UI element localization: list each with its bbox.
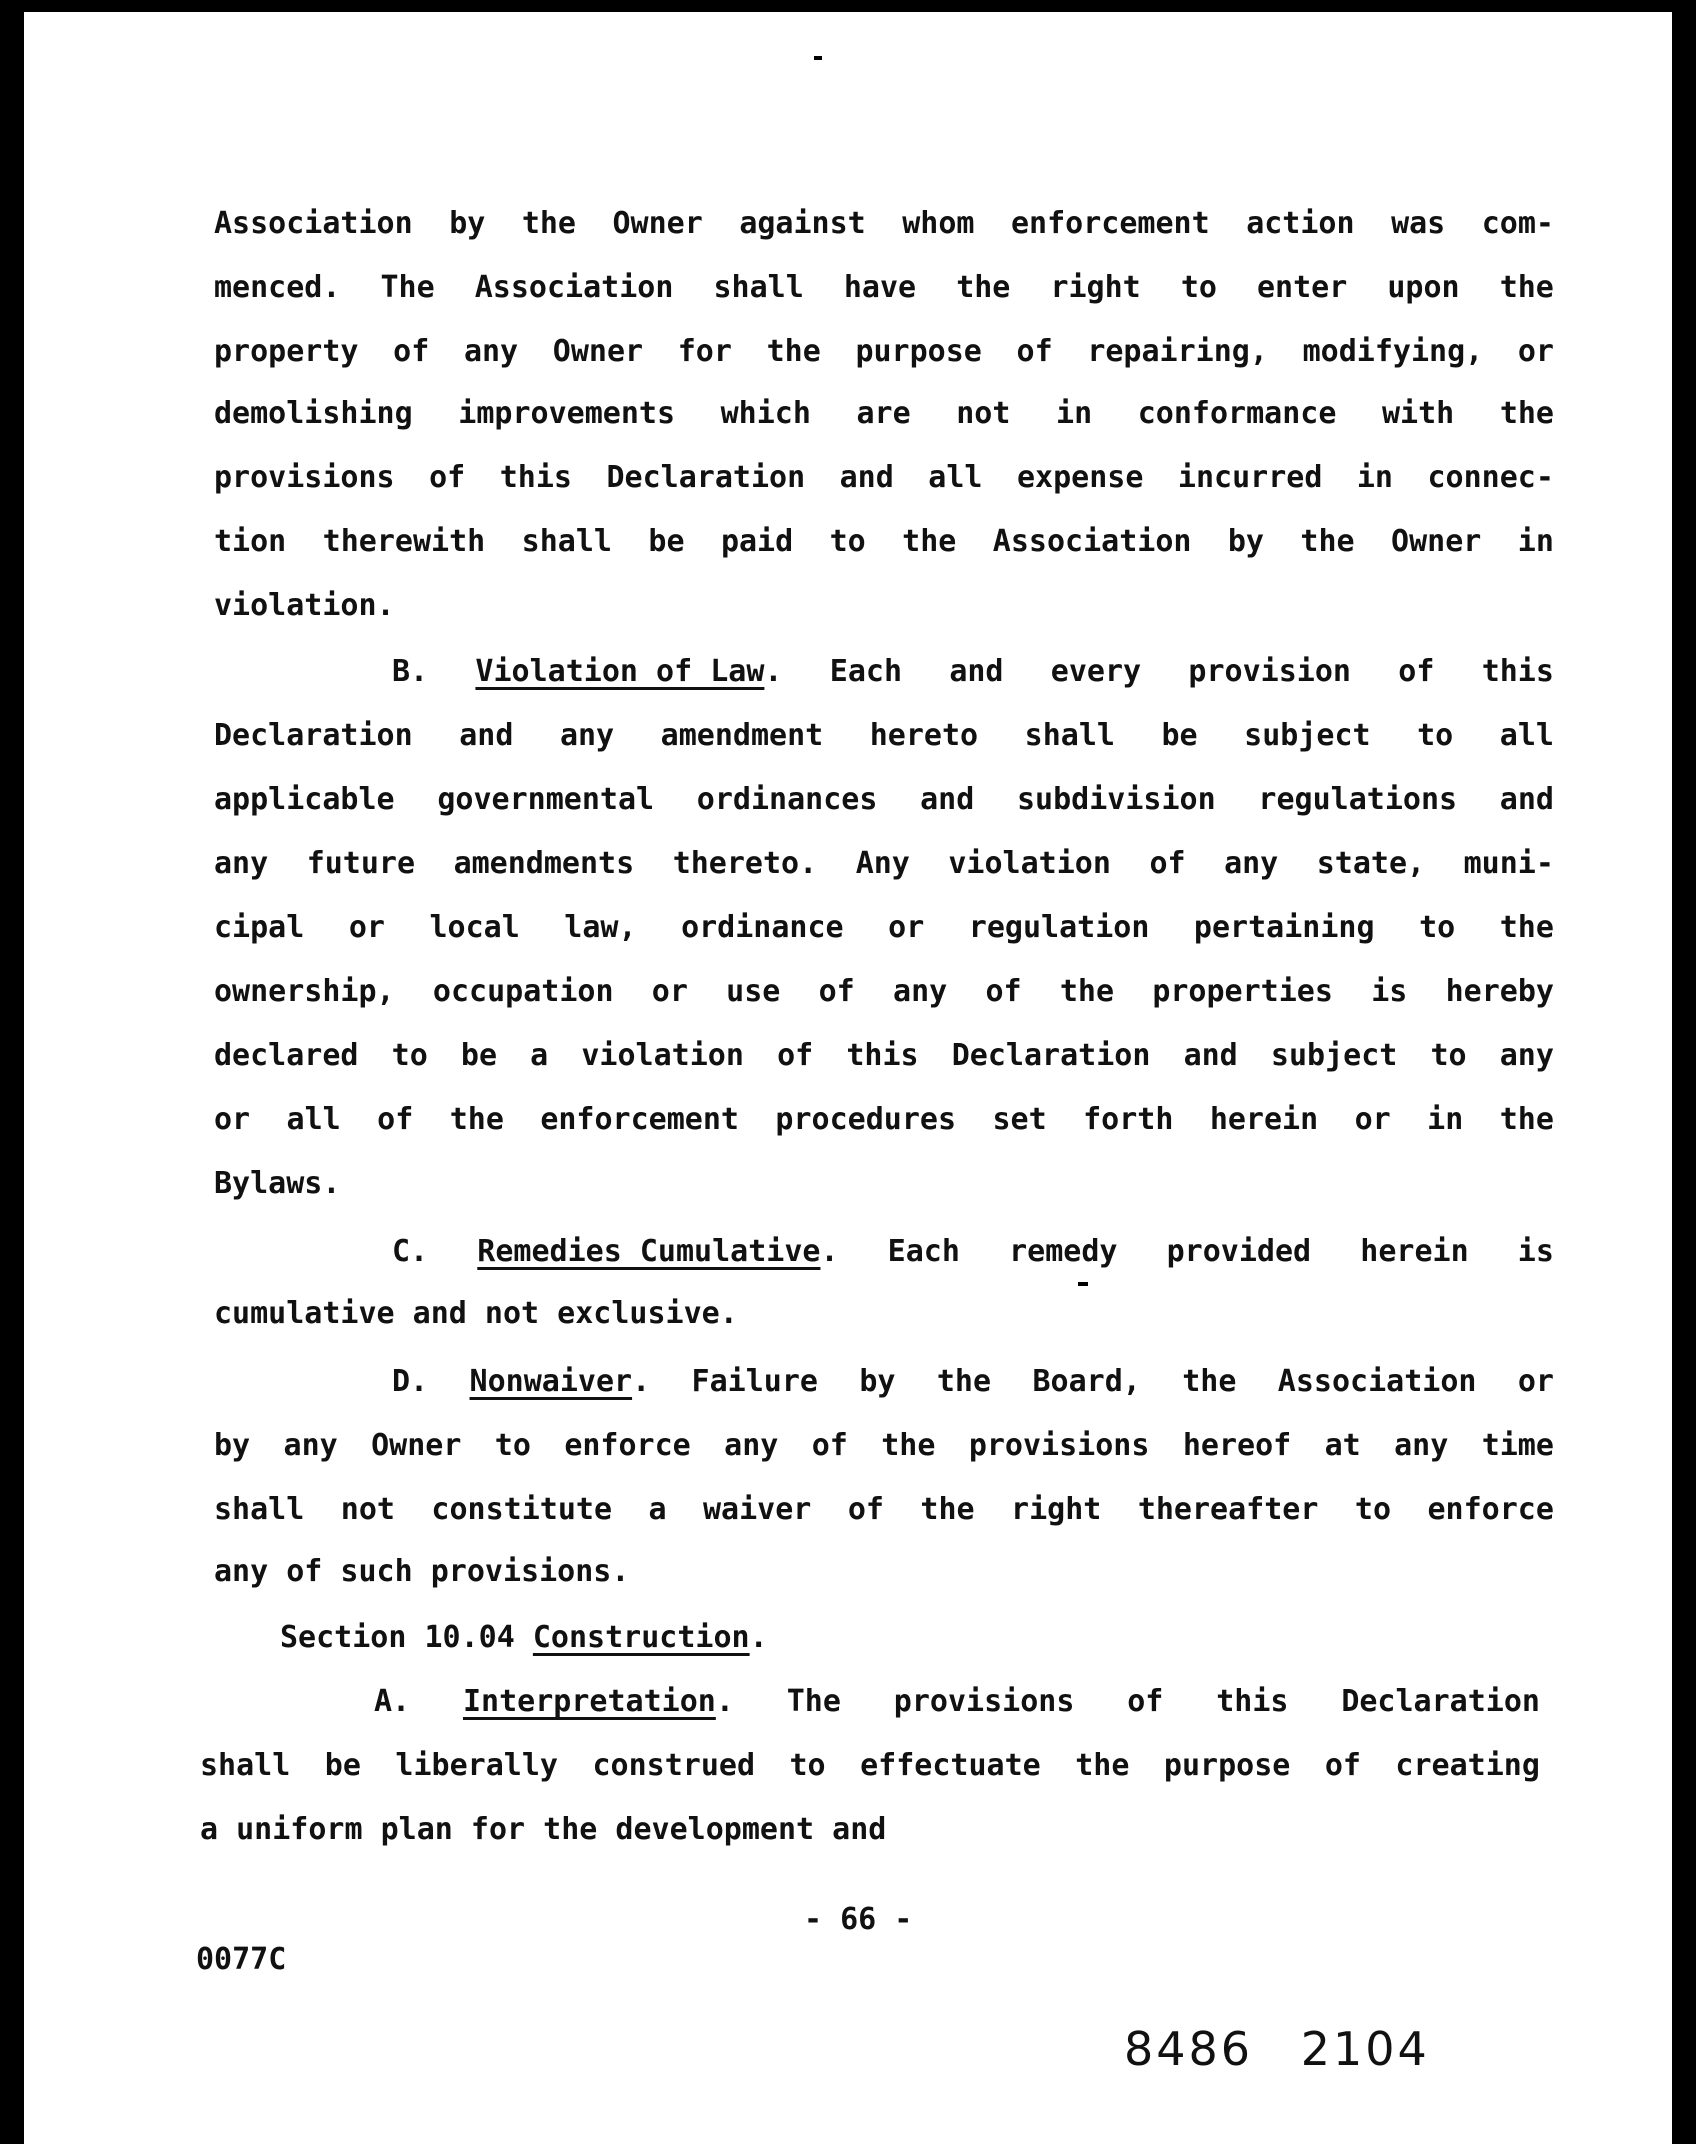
word: be [648, 524, 685, 559]
section-letter: C. [392, 1234, 429, 1269]
word: waiver [703, 1492, 812, 1527]
word: by [449, 206, 486, 241]
word: thereto. [672, 846, 818, 881]
word: all [286, 1102, 341, 1137]
word: the [1300, 524, 1355, 559]
word: property [214, 334, 359, 369]
word: shall [200, 1748, 291, 1783]
scan-speck [814, 56, 822, 60]
paragraph-line [214, 768, 1554, 832]
word: be [460, 1038, 498, 1073]
word: or [214, 1102, 251, 1137]
word: provisions [968, 1428, 1150, 1463]
word: remedy [1009, 1234, 1118, 1269]
word: any [559, 718, 615, 753]
word: a [648, 1492, 667, 1527]
section-c-heading-line [392, 1220, 1554, 1284]
section-number: Section 10.04 [280, 1620, 515, 1655]
word: provisions [214, 460, 395, 495]
document-code: 0077C [196, 1942, 287, 1977]
word: any [893, 974, 948, 1009]
word: of [985, 974, 1022, 1009]
word: any [283, 1428, 338, 1463]
word: demolishing [214, 396, 413, 431]
paragraph-line [214, 896, 1554, 960]
word: and [839, 460, 894, 495]
paragraph-line [214, 192, 1554, 256]
word: subdivision [1017, 782, 1216, 817]
word: Association [474, 270, 674, 305]
paragraph-line [214, 446, 1554, 510]
word: this [1216, 1684, 1289, 1719]
word: shall [1024, 718, 1115, 753]
word: ordinances [696, 782, 878, 817]
word: thereafter [1137, 1492, 1319, 1527]
word: of [811, 1428, 848, 1463]
word: be [1161, 718, 1198, 753]
word: not [956, 396, 1011, 431]
word: Failure [691, 1364, 818, 1399]
section-a-heading-line [374, 1670, 1540, 1734]
paragraph-line [214, 510, 1554, 574]
word: therewith [322, 524, 486, 559]
word: have [843, 270, 917, 305]
word: or [1517, 1364, 1554, 1399]
word: muni- [1463, 846, 1554, 881]
paragraph-line [214, 320, 1554, 384]
paragraph-last-line: any of such provisions. [214, 1554, 630, 1589]
word: of [429, 460, 466, 495]
word: hereto [869, 718, 979, 753]
word: or [888, 910, 925, 945]
word: enter [1257, 270, 1348, 305]
word: are [856, 396, 911, 431]
word: the [766, 334, 821, 369]
word: any [463, 334, 519, 369]
word: herein [1209, 1102, 1319, 1137]
word: enforce [1427, 1492, 1554, 1527]
word: violation [948, 846, 1111, 881]
word: the [1499, 270, 1554, 305]
word: and [920, 782, 975, 817]
word: amendment [660, 718, 824, 753]
word: Owner [1391, 524, 1482, 559]
word: this [1481, 654, 1554, 689]
word: the [902, 524, 957, 559]
word: properties [1152, 974, 1333, 1009]
word: to [494, 1428, 531, 1463]
word: the [1499, 910, 1554, 945]
section-10-04-heading: Section 10.04 Construction. [280, 1620, 768, 1655]
word: the [1499, 1102, 1554, 1137]
word: incurred [1177, 460, 1323, 495]
word: any [214, 846, 269, 881]
word: and [949, 654, 1004, 689]
word: Association [214, 206, 413, 241]
word: of [777, 1038, 814, 1073]
word: at [1324, 1428, 1361, 1463]
word: Owner [612, 206, 703, 241]
word: to [789, 1748, 826, 1783]
word: constitute [431, 1492, 613, 1527]
word: and [1183, 1038, 1238, 1073]
word: by [1227, 524, 1264, 559]
word: or [651, 974, 688, 1009]
word: in [1427, 1102, 1464, 1137]
word: of [1398, 654, 1435, 689]
word: is [1371, 974, 1408, 1009]
word: any [1499, 1038, 1554, 1073]
word: provision [1188, 654, 1351, 689]
word: the [1499, 396, 1554, 431]
word: of [847, 1492, 884, 1527]
word: the [936, 1364, 992, 1399]
word: be [324, 1748, 361, 1783]
word: repairing, [1087, 334, 1268, 369]
word: in [1356, 460, 1393, 495]
word: by [859, 1364, 896, 1399]
section-letter: D. [392, 1364, 429, 1399]
word: amendments [453, 846, 635, 881]
paragraph-line [214, 704, 1554, 768]
word: declared [214, 1038, 359, 1073]
word: of [1127, 1684, 1164, 1719]
word: time [1481, 1428, 1554, 1463]
word: tion [214, 524, 287, 559]
word: upon [1387, 270, 1460, 305]
word: Declaration [214, 718, 413, 753]
word: violation [581, 1038, 744, 1073]
word: any [724, 1428, 779, 1463]
word: to [1430, 1038, 1467, 1073]
paragraph-last-line: Bylaws. [214, 1166, 341, 1201]
word: paid [720, 524, 794, 559]
paragraph-last-line: violation. [214, 588, 395, 623]
word: Association [992, 524, 1192, 559]
word: or [1354, 1102, 1391, 1137]
word: com- [1481, 206, 1554, 241]
word: the [1075, 1748, 1130, 1783]
word: of [393, 334, 430, 369]
word: occupation [432, 974, 614, 1009]
word: against [739, 206, 866, 241]
word: improvements [458, 396, 676, 431]
word: menced. [214, 270, 341, 305]
word: the [521, 206, 576, 241]
word: hereof [1182, 1428, 1292, 1463]
paragraph-line [214, 256, 1554, 320]
word: provisions [893, 1684, 1075, 1719]
section-heading: Violation of Law. [475, 654, 783, 689]
paragraph-line [214, 1478, 1554, 1542]
paragraph-line [214, 382, 1554, 446]
word: The [380, 270, 435, 305]
word: shall [521, 524, 612, 559]
word: any [1394, 1428, 1449, 1463]
word: with [1381, 396, 1455, 431]
word: or [1517, 334, 1554, 369]
word: action [1246, 206, 1355, 241]
paragraph-line [214, 1088, 1554, 1152]
word: all [1499, 718, 1554, 753]
word: enforce [564, 1428, 691, 1463]
word: purpose [1163, 1748, 1291, 1783]
paragraph-line [214, 832, 1554, 896]
paragraph-last-line: cumulative and not exclusive. [214, 1296, 738, 1331]
paragraph-line [214, 960, 1554, 1024]
word: set [992, 1102, 1047, 1137]
word: Any [855, 846, 910, 881]
word: the [956, 270, 1011, 305]
word: subject [1244, 718, 1371, 753]
word: hereby [1445, 974, 1554, 1009]
word: regulation [968, 910, 1150, 945]
word: pertaining [1193, 910, 1375, 945]
paragraph-last-line: a uniform plan for the development and [200, 1812, 887, 1847]
word: Association [1277, 1364, 1477, 1399]
word: Declaration [1341, 1684, 1540, 1719]
word: this [499, 460, 572, 495]
word: all [928, 460, 983, 495]
word: use [726, 974, 781, 1009]
section-heading: Nonwaiver. [469, 1364, 651, 1399]
word: of [377, 1102, 414, 1137]
section-b-heading-line [392, 640, 1554, 704]
word: or [348, 910, 385, 945]
word: every [1050, 654, 1142, 689]
word: enforcement [540, 1102, 739, 1137]
word: forth [1083, 1102, 1174, 1137]
section-d-heading-line [392, 1350, 1554, 1414]
word: and [459, 718, 514, 753]
word: this [846, 1038, 919, 1073]
word: expense [1016, 460, 1144, 495]
word: Owner [552, 334, 644, 369]
word: any [1224, 846, 1279, 881]
word: ordinance [681, 910, 844, 945]
word: not [340, 1492, 395, 1527]
word: to [1180, 270, 1217, 305]
word: Each [829, 654, 903, 689]
word: subject [1270, 1038, 1398, 1073]
word: of [1016, 334, 1053, 369]
word: cipal [214, 910, 305, 945]
word: which [720, 396, 811, 431]
word: Declaration [951, 1038, 1151, 1073]
word: in [1517, 524, 1554, 559]
word: for [677, 334, 732, 369]
word: and [1499, 782, 1554, 817]
word: modifying, [1302, 334, 1484, 369]
paragraph-line [214, 1414, 1554, 1478]
word: of [818, 974, 855, 1009]
word: the [449, 1102, 504, 1137]
word: Each [887, 1234, 960, 1269]
word: purpose [855, 334, 982, 369]
word: of [1324, 1748, 1361, 1783]
word: was [1391, 206, 1446, 241]
bates-stamp: 8486 2104 [1124, 2022, 1430, 2076]
word: the [1059, 974, 1115, 1009]
word: by [214, 1428, 251, 1463]
word: construed [592, 1748, 756, 1783]
word: The [786, 1684, 841, 1719]
word: enforcement [1011, 206, 1210, 241]
word: law, [564, 910, 637, 945]
word: to [391, 1038, 428, 1073]
word: is [1517, 1234, 1554, 1269]
word: liberally [395, 1748, 558, 1783]
word: whom [902, 206, 975, 241]
word: to [1417, 718, 1454, 753]
word: the [1182, 1364, 1237, 1399]
word: future [306, 846, 416, 881]
word: local [429, 910, 520, 945]
section-heading: Remedies Cumulative. [477, 1234, 839, 1269]
word: conformance [1137, 396, 1337, 431]
word: Declaration [606, 460, 806, 495]
word: the [920, 1492, 975, 1527]
word: a [530, 1038, 549, 1073]
paragraph-line [200, 1734, 1540, 1798]
paragraph-line [214, 1024, 1554, 1088]
word: governmental [437, 782, 655, 817]
word: regulations [1258, 782, 1458, 817]
document-page [24, 12, 1672, 2144]
word: connec- [1427, 460, 1554, 495]
word: provided [1166, 1234, 1312, 1269]
page-number: - 66 - [804, 1902, 913, 1937]
word: of [1149, 846, 1186, 881]
section-letter: B. [392, 654, 429, 689]
word: to [829, 524, 866, 559]
word: right [1050, 270, 1141, 305]
word: effectuate [860, 1748, 1041, 1783]
section-letter: A. [374, 1684, 411, 1719]
word: Board, [1032, 1364, 1141, 1399]
section-heading: Construction [532, 1620, 750, 1655]
word: herein [1360, 1234, 1469, 1269]
word: to [1354, 1492, 1392, 1527]
word: the [881, 1428, 936, 1463]
word: in [1056, 396, 1093, 431]
word: right [1011, 1492, 1102, 1527]
section-heading: Interpretation. [462, 1684, 734, 1719]
word: applicable [214, 782, 395, 817]
word: to [1419, 910, 1456, 945]
word: shall [214, 1492, 305, 1527]
word: creating [1395, 1748, 1540, 1783]
word: state, [1316, 846, 1426, 881]
word: procedures [775, 1102, 957, 1137]
word: Owner [371, 1428, 462, 1463]
word: shall [713, 270, 804, 305]
word: ownership, [214, 974, 395, 1009]
